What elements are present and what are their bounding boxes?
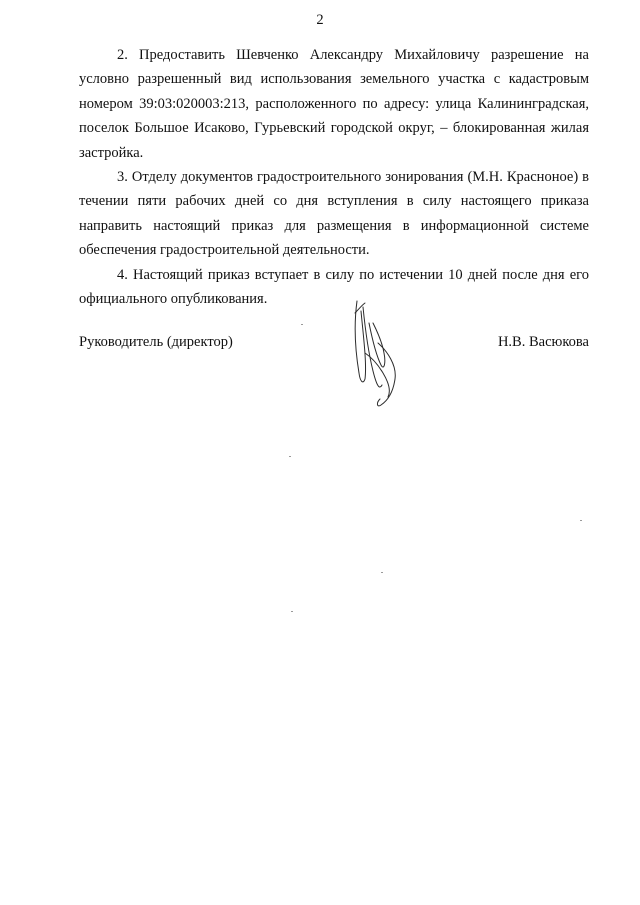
scan-speck [580,520,582,521]
paragraph-4: 4. Настоящий приказ вступает в силу по истечении 10 дней после дня его официального опубликования. [79,266,589,308]
document-body [79,43,589,311]
scan-speck [381,572,383,573]
scan-speck [301,324,303,325]
paragraph-3: 3. Отделу документов градостроительного зонирования (М.Н. Красноное) в течении пяти рабочих дней со дня вступления в силу настоящего приказа направить настоящий приказ для размещения в информационной системе обеспечения градостроительной деятельности. [79,169,589,259]
page-number: 2 [316,12,324,28]
paragraph-2: 2. Предоставить Шевченко Александру Михайловичу разрешение на условно разрешенный вид использования земельного участка с кадастровым номером 39:03:020003:213, расположенного по адресу: улица Калининградская, поселок Большое Исаково, Гурьевский городской округ, – блокированная жилая застройка. [79,47,589,161]
scan-speck [289,456,291,457]
signer-title: Руководитель (директор) [79,334,233,350]
signer-name: Н.В. Васюкова [497,334,589,350]
scan-speck [291,611,293,612]
handwritten-signature [335,293,425,413]
